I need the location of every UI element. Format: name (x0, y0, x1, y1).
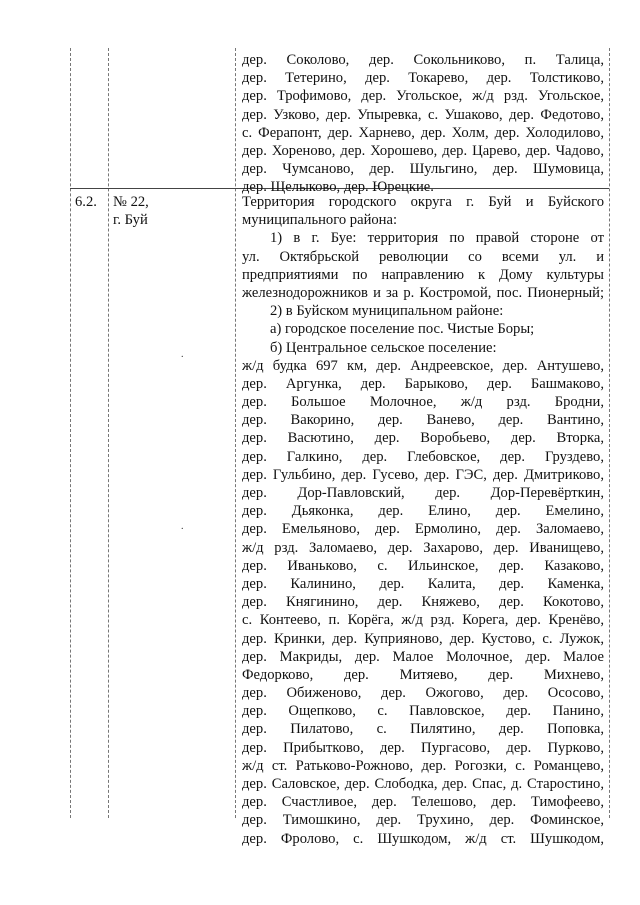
table-border-col2 (235, 48, 236, 818)
territory-line: ж/д будка 697 км, дер. Андреевское, дер. Антушево, (242, 357, 604, 374)
territory-cell (242, 193, 604, 848)
territory-line: 1) в г. Буе: территория по правой стороне от (270, 230, 604, 247)
row-number: 6.2. (75, 194, 97, 210)
top-row-line: дер. Узково, дер. Упыревка, с. Ушаково, дер. Федотово, (242, 106, 604, 123)
district-city: г. Буй (113, 212, 148, 229)
table-border-col1 (108, 48, 109, 818)
territory-line: 2) в Буйском муниципальном районе: (270, 303, 504, 320)
territory-line: дер. Васютино, дер. Воробьево, дер. Вторка, (242, 430, 604, 447)
territory-line: дер. Обиженово, дер. Ожогово, дер. Ососово, (242, 685, 604, 702)
territory-line: дер. Аргунка, дер. Барыково, дер. Башмаково, (242, 375, 604, 392)
territory-line: дер. Емельяново, дер. Ермолино, дер. Заломаево, (242, 521, 604, 538)
table-border-left (70, 48, 71, 818)
territory-line: ул. Октябрьской революции со всеми ул. и (242, 248, 604, 265)
territory-line: дер. Большое Молочное, ж/д рзд. Бродни, (242, 394, 604, 411)
territory-line: дер. Прибытково, дер. Пургасово, дер. Пурково, (242, 739, 604, 756)
territory-line: Территория городского округа г. Буй и Буйского (242, 194, 604, 210)
district-cell (113, 193, 231, 229)
territory-line: предприятиями по направлению к Дому культуры (242, 266, 604, 283)
top-row-line: дер. Чумсаново, дер. Шульгино, дер. Шумовица, (242, 161, 604, 178)
territory-line: дер. Саловское, дер. Слободка, дер. Спас, д. Старостино, (242, 776, 604, 792)
territory-line: муниципального района: (242, 212, 398, 229)
territory-line: дер. Галкино, дер. Глебовское, дер. Груздево, (242, 448, 604, 465)
territory-line: дер. Дьяконка, дер. Елино, дер. Емелино, (242, 503, 604, 520)
territory-line: дер. Княгинино, дер. Княжево, дер. Кокотово, (242, 594, 604, 611)
scan-dot: . (181, 521, 184, 532)
territory-line: Федорково, дер. Митяево, дер. Михнево, (242, 666, 604, 683)
territory-line: дер. Кринки, дер. Куприяново, дер. Кустово, с. Лужок, (242, 630, 604, 647)
top-row-line: дер. Соколово, дер. Сокольниково, п. Талица, (242, 52, 604, 68)
territory-line: с. Контеево, п. Корёга, ж/д рзд. Корега, дер. Кренёво, (242, 612, 604, 629)
territory-line: железнодорожников и за р. Костромой, пос. Пионерный; (242, 284, 604, 301)
top-row-line: дер. Хореново, дер. Хорошево, дер. Царево, дер. Чадово, (242, 142, 604, 159)
territory-line: дер. Дор-Павловский, дер. Дор-Перевёрткин, (242, 485, 604, 501)
territory-line: дер. Калинино, дер. Калита, дер. Каменка, (242, 575, 604, 592)
top-row-line: дер. Трофимово, дер. Угольское, ж/д рзд. Угольское, (242, 88, 604, 105)
district-number: № 22, (113, 194, 149, 210)
territory-line: дер. Пилатово, с. Пилятино, дер. Поповка, (242, 721, 604, 738)
territory-line: дер. Вакорино, дер. Ванево, дер. Вантино, (242, 412, 604, 429)
top-row-last-line: дер. Щелыково, дер. Юрецкие. (242, 179, 434, 196)
top-row-cell (242, 51, 604, 197)
top-row-line: дер. Тетерино, дер. Токарево, дер. Толстиково, (242, 70, 604, 87)
territory-line: дер. Счастливое, дер. Телешово, дер. Тимофеево, (242, 794, 604, 811)
territory-line: дер. Тимошкино, дер. Трухино, дер. Фоминское, (242, 812, 604, 829)
scan-dot: . (181, 349, 184, 360)
territory-line: б) Центральное сельское поселение: (270, 339, 497, 356)
table-border-right (609, 48, 610, 818)
territory-line: ж/д рзд. Заломаево, дер. Захарово, дер. Иванищево, (242, 539, 604, 556)
territory-line: дер. Фролово, с. Шушкодом, ж/д ст. Шушкодом, (242, 830, 604, 847)
territory-line: ж/д ст. Ратьково-Рожново, дер. Рогозки, с. Романцево, (242, 757, 604, 774)
territory-line: дер. Иваньково, с. Ильинское, дер. Казаково, (242, 557, 604, 574)
territory-line: а) городское поселение пос. Чистые Боры; (270, 321, 535, 338)
top-row-line: с. Ферапонт, дер. Харнево, дер. Холм, дер. Холодилово, (242, 124, 604, 141)
territory-line: дер. Ощепково, с. Павловское, дер. Панино, (242, 703, 604, 720)
territory-line: дер. Гульбино, дер. Гусево, дер. ГЭС, дер. Дмитриково, (242, 466, 604, 483)
territory-line: дер. Макриды, дер. Малое Молочное, дер. Малое (242, 648, 604, 665)
